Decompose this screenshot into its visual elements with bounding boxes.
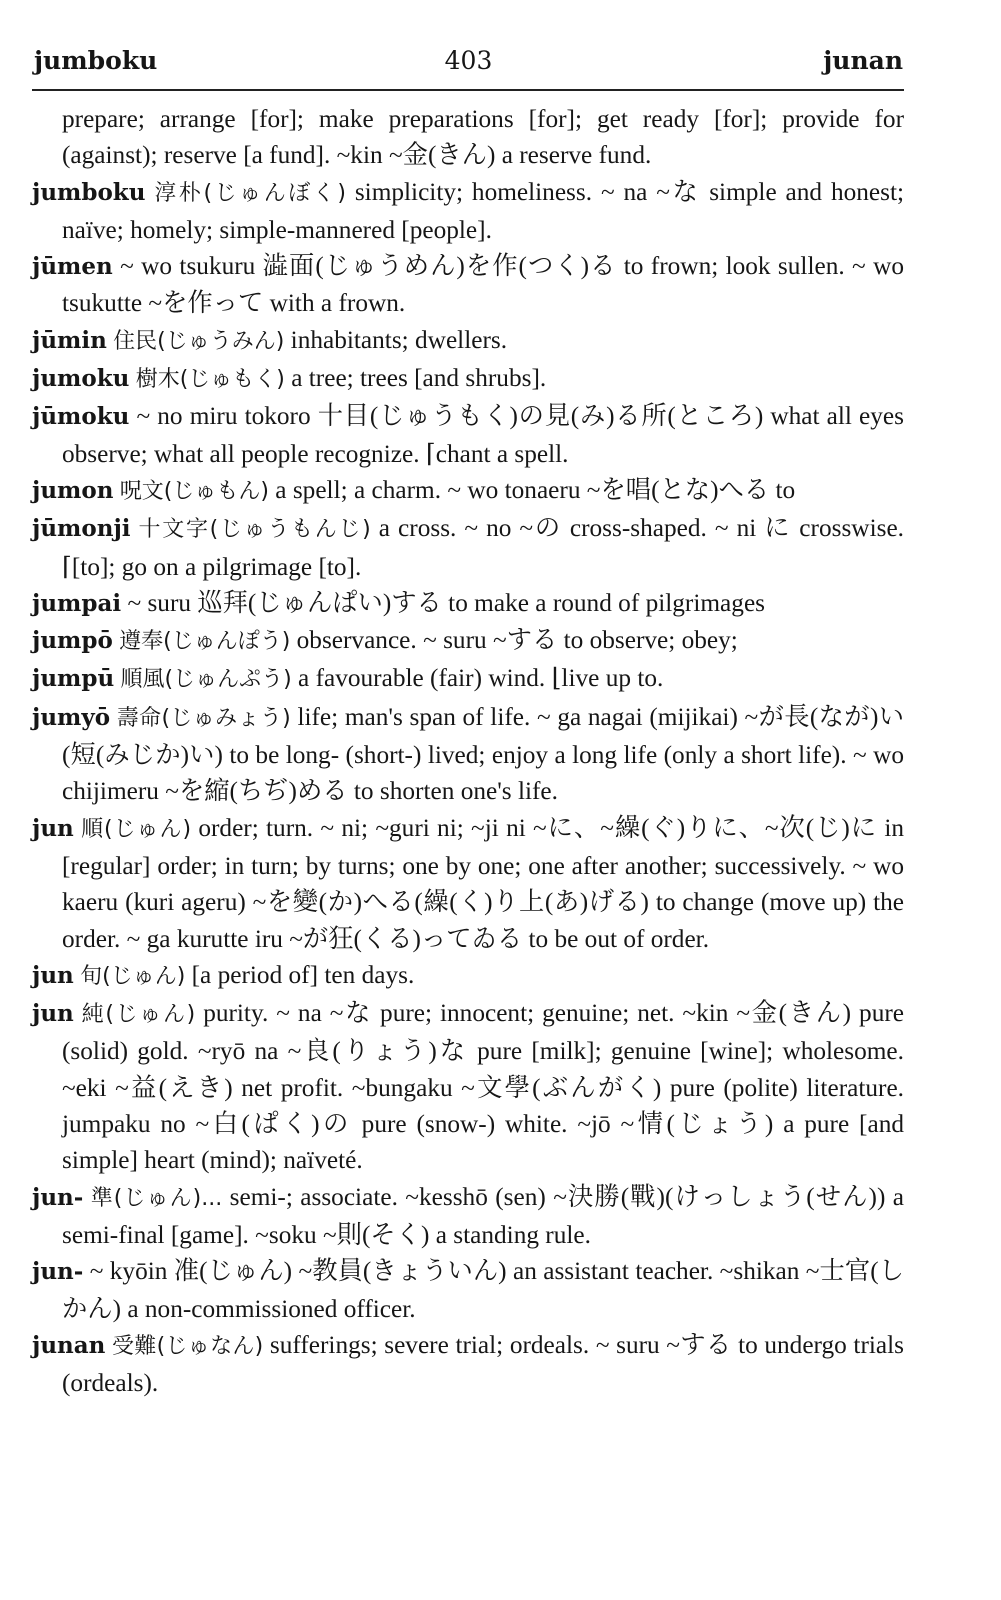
entry-headword: jumpū xyxy=(32,665,115,693)
page-number: 403 xyxy=(444,46,493,75)
entry xyxy=(32,248,904,322)
entry-headword: jumon xyxy=(32,476,114,504)
entry-definition: ~ kyōin 准(じゅん) ~教員(きょういん) an assistant teacher. ~shikan ~士官(しかん) a non-commissioned officer. xyxy=(62,1257,905,1323)
entry-kanji: 十文字(じゅうもんじ) xyxy=(138,517,371,543)
entry-headword: jun- xyxy=(32,1258,84,1286)
entry-definition: sufferings; severe trial; ordeals. ~ suru ~する to undergo trials (ordeals). xyxy=(62,1330,905,1398)
entry-headword: junan xyxy=(32,1331,106,1359)
entry xyxy=(32,510,904,585)
entry-definition: purity. ~ na ~な pure; innocent; genuine; net. ~kin ~金(きん) pure (solid) gold. ~ryō na ~良(りょう)な pure [milk]; genuine [wine]; wholesome. ~eki ~益(えき) net profit. ~bungaku ~文學(ぶんがく) pure (polite) literature. jumpaku no ~白(ぱく)の pure (snow-) white. ~jō ~情(じょう) a pure [and simple] heart (mind); naïveté. xyxy=(62,999,905,1175)
entry-definition: ~ suru 巡拜(じゅんぱい)する to make a round of pilgrimages xyxy=(127,588,766,617)
entry-definition: a favourable (fair) wind. ⌊live up to. xyxy=(298,664,664,693)
entry-definition: semi-; associate. ~kesshō (sen) ~決勝(戰)(けっしょう(せん)) a semi-final [game]. ~soku ~則(そく) a standing rule. xyxy=(62,1182,905,1249)
entry-definition: life; man's span of life. ~ ga nagai (mijikai) ~が長(なが)い(短(みじか)い) to be long- (short-) lived; enjoy a long life (only a short life). ~ wo chijimeru ~を縮(ちぢ)める to shorten one's life. xyxy=(62,702,905,806)
entry-kanji: 淳朴(じゅんぼく) xyxy=(154,180,346,206)
entry xyxy=(32,585,904,622)
page-header xyxy=(34,46,903,86)
entry-headword: jūmen xyxy=(32,253,113,281)
entry-headword: jun xyxy=(32,814,74,842)
entry-definition: a spell; a charm. ~ wo tonaeru ~を唱(とな)へる to xyxy=(275,475,796,504)
entry-kanji: 準(じゅん)... xyxy=(90,1185,223,1211)
entry-definition: order; turn. ~ ni; ~guri ni; ~ji ni ~に、~繰(ぐ)りに、~次(じ)に in [regular] order; in turn; by turns; one by one; one after another; successively. ~ wo kaeru (kuri ageru) ~を變(か)へる(繰(く)り上(あ)げる) to change (move up) the order. ~ ga kurutte iru ~が狂(くる)ってゐる to be out of order. xyxy=(62,813,905,953)
entry-headword: jūmonji xyxy=(32,515,131,543)
entry xyxy=(32,398,904,472)
entry-kanji: 住民(じゅうみん) xyxy=(113,328,285,354)
entry-headword: jumpō xyxy=(32,627,113,655)
entry-headword: jun xyxy=(32,1000,74,1028)
left-guide-word: jumboku xyxy=(34,46,158,75)
entry-definition: a cross. ~ no ~の cross-shaped. ~ ni に crosswise. ⌈[to]; go on a pilgrimage [to]. xyxy=(62,514,904,581)
entry-headword: jūmoku xyxy=(32,403,130,431)
entry-kanji: 順(じゅん) xyxy=(81,816,192,842)
entry-definition: observance. ~ suru ~する to observe; obey; xyxy=(296,626,738,655)
entry-kanji: 呪文(じゅもん) xyxy=(119,478,269,504)
entry-kanji: 遵奉(じゅんぽう) xyxy=(119,629,291,655)
entry xyxy=(32,957,904,995)
entry-definition: inhabitants; dwellers. xyxy=(290,325,508,354)
entry xyxy=(32,360,904,398)
entry-definition: a tree; trees [and shrubs]. xyxy=(291,364,547,393)
entry-kanji: 樹木(じゅもく) xyxy=(135,367,285,393)
entry xyxy=(32,174,904,249)
entry-definition: prepare; arrange [for]; make preparations [for]; get ready [for]; provide for (against); reserve [a fund]. ~kin ~金(きん) a reserve fund. xyxy=(62,105,904,170)
right-guide-word: junan xyxy=(823,46,903,75)
entry-kanji: 純(じゅん) xyxy=(81,1002,196,1028)
entry xyxy=(32,472,904,510)
entry xyxy=(32,1253,904,1327)
entry xyxy=(32,1327,904,1402)
entry-definition: ~ no miru tokoro 十目(じゅうもく)の見(み)る所(ところ) what all eyes observe; what all people recognize. ⌈chant a spell. xyxy=(62,402,904,468)
entry-kanji: 旬(じゅん) xyxy=(80,963,186,989)
entry xyxy=(32,322,904,360)
entry xyxy=(32,699,904,810)
header-rule xyxy=(32,89,904,91)
entry-definition: [a period of] ten days. xyxy=(191,960,415,989)
entry-kanji: 順風(じゅんぷう) xyxy=(120,667,292,693)
entry-list xyxy=(32,101,904,1401)
entry-kanji: 受難(じゅなん) xyxy=(112,1333,264,1359)
entry-headword: jumboku xyxy=(32,178,146,206)
entry-headword: jūmin xyxy=(32,326,107,354)
entry-definition: ~ wo tsukuru 澁面(じゅうめん)を作(つく)る to frown; look sullen. ~ wo tsukutte ~を作って with a frown. xyxy=(62,252,904,318)
entry xyxy=(32,810,904,957)
entry xyxy=(32,660,904,698)
entry-definition: simplicity; homeliness. ~ na ~な simple and honest; naïve; homely; simple-mannered [people]. xyxy=(62,177,905,244)
entry-continuation xyxy=(32,101,904,174)
entry xyxy=(32,1179,904,1254)
entry-headword: jumoku xyxy=(32,365,130,393)
entry-headword: jumyō xyxy=(32,703,111,731)
entry-headword: jun- xyxy=(32,1183,84,1211)
entry xyxy=(32,622,904,660)
entry-headword: jun xyxy=(32,961,74,989)
entry-kanji: 壽命(じゅみょう) xyxy=(116,705,291,731)
entry xyxy=(32,995,904,1178)
entry-headword: jumpai xyxy=(32,589,122,617)
